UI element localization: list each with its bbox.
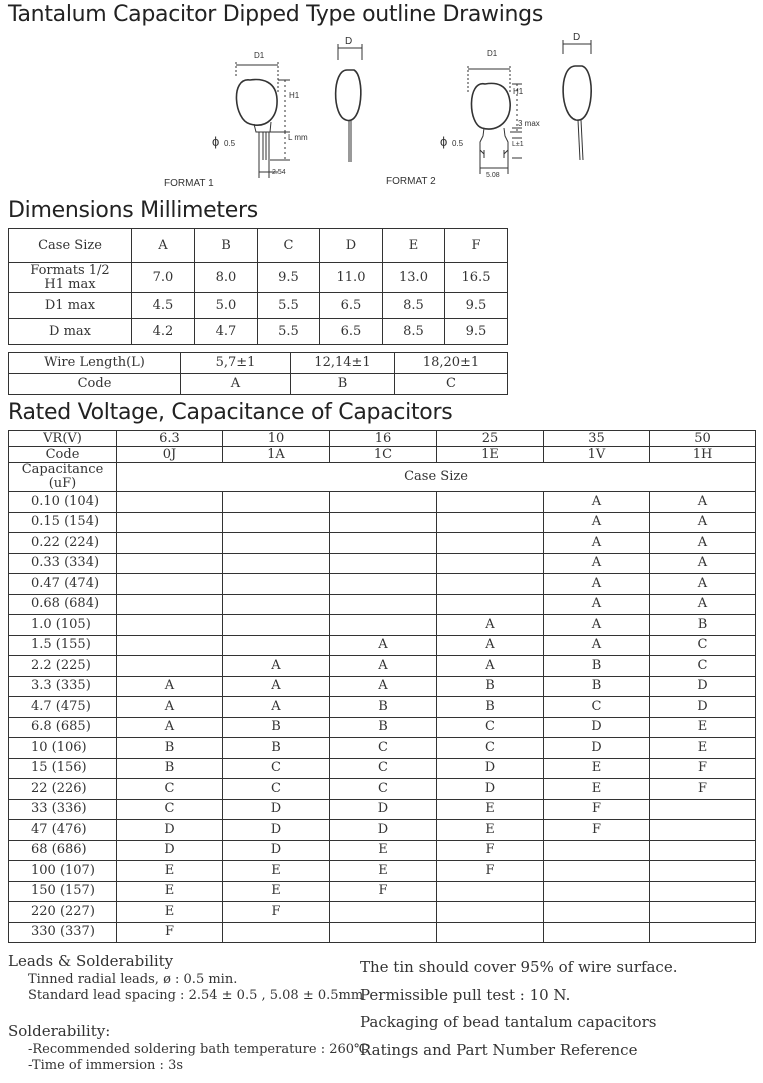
case-size-cell: D bbox=[437, 779, 544, 800]
case-size-cell: D bbox=[650, 697, 756, 718]
format2-l-label: L±1 bbox=[512, 141, 524, 148]
table-row bbox=[9, 738, 756, 759]
table-cell: 6.5 bbox=[320, 319, 383, 345]
format2-phi: ϕ bbox=[440, 134, 448, 149]
case-size-cell: A bbox=[544, 533, 650, 554]
case-size-cell bbox=[223, 553, 330, 574]
case-size-cell bbox=[437, 492, 544, 513]
case-size-cell: A bbox=[437, 656, 544, 677]
case-size-cell bbox=[330, 922, 437, 943]
case-size-cell: C bbox=[650, 635, 756, 656]
case-size-cell: A bbox=[437, 635, 544, 656]
case-size-cell bbox=[117, 512, 223, 533]
case-size-cell bbox=[330, 553, 437, 574]
table-cell: B bbox=[291, 374, 395, 395]
case-size-cell: D bbox=[117, 820, 223, 841]
note-tin-coverage: The tin should cover 95% of wire surface. bbox=[360, 958, 678, 976]
case-size-cell: D bbox=[330, 799, 437, 820]
case-size-cell: C bbox=[117, 779, 223, 800]
outline-drawings bbox=[150, 32, 620, 192]
code-row bbox=[9, 447, 756, 463]
table-row bbox=[9, 374, 508, 395]
case-size-cell: A bbox=[650, 574, 756, 595]
case-size-cell: D bbox=[223, 840, 330, 861]
capacitance-cell: 22 (226) bbox=[9, 779, 117, 800]
case-size-cell bbox=[330, 533, 437, 554]
table-cell: 11.0 bbox=[320, 263, 383, 293]
format1-body bbox=[236, 80, 277, 126]
table-cell: 5.5 bbox=[258, 293, 320, 319]
case-size-cell bbox=[330, 492, 437, 513]
table-row bbox=[9, 553, 756, 574]
case-size-cell: E bbox=[544, 779, 650, 800]
table-cell: A bbox=[181, 374, 291, 395]
case-size-cell bbox=[117, 594, 223, 615]
case-size-cell: C bbox=[650, 656, 756, 677]
wire-length-table bbox=[8, 352, 508, 395]
table-cell: 6.5 bbox=[320, 293, 383, 319]
case-size-cell: B bbox=[117, 758, 223, 779]
voltage-row bbox=[9, 431, 756, 447]
case-size-cell: F bbox=[650, 758, 756, 779]
case-size-cell: B bbox=[223, 738, 330, 759]
case-size-cell: D bbox=[650, 676, 756, 697]
case-size-cell bbox=[223, 574, 330, 595]
case-size-cell: D bbox=[544, 717, 650, 738]
leads-line-2: Standard lead spacing : 2.54 ± 0.5 , 5.08 ± 0.5mm bbox=[28, 988, 364, 1003]
case-size-cell bbox=[117, 615, 223, 636]
format1-d-label: D bbox=[345, 36, 353, 47]
table-cell: 9.5 bbox=[445, 319, 508, 345]
case-size-cell: E bbox=[330, 840, 437, 861]
case-size-cell: A bbox=[437, 615, 544, 636]
format1-side-body bbox=[336, 70, 361, 120]
table-cell: 5,7±1 bbox=[181, 353, 291, 374]
capacitance-label-line: Capacitance bbox=[21, 462, 104, 478]
row-label-line: H1 max bbox=[44, 276, 96, 292]
header-cell: Case Size bbox=[9, 229, 132, 263]
case-size-cell: C bbox=[330, 758, 437, 779]
table-row bbox=[9, 861, 756, 882]
table-row bbox=[9, 676, 756, 697]
case-size-cell: C bbox=[330, 779, 437, 800]
table-cell: 7.0 bbox=[132, 263, 195, 293]
table-row bbox=[9, 717, 756, 738]
dimensions-title: Dimensions Millimeters bbox=[8, 198, 258, 223]
code-cell: 0J bbox=[117, 447, 223, 463]
case-size-cell bbox=[650, 902, 756, 923]
format2-spacing: 5.08 bbox=[486, 172, 500, 179]
capacitance-header-row bbox=[9, 463, 756, 492]
header-cell: F bbox=[445, 229, 508, 263]
capacitance-cell: 0.68 (684) bbox=[9, 594, 117, 615]
case-size-cell: A bbox=[117, 676, 223, 697]
header-cell: A bbox=[132, 229, 195, 263]
case-size-cell: B bbox=[330, 717, 437, 738]
code-cell: 1H bbox=[650, 447, 756, 463]
capacitance-cell: 1.0 (105) bbox=[9, 615, 117, 636]
capacitance-cell: 47 (476) bbox=[9, 820, 117, 841]
case-size-cell bbox=[544, 922, 650, 943]
format1-spacing: 2.54 bbox=[272, 169, 286, 176]
header-cell: C bbox=[258, 229, 320, 263]
voltage-cell: 50 bbox=[650, 431, 756, 447]
table-row bbox=[9, 512, 756, 533]
case-size-cell bbox=[437, 922, 544, 943]
code-label: Code bbox=[9, 447, 117, 463]
capacitance-cell: 0.33 (334) bbox=[9, 553, 117, 574]
capacitance-cell: 1.5 (155) bbox=[9, 635, 117, 656]
case-size-cell: C bbox=[437, 738, 544, 759]
case-size-cell: F bbox=[117, 922, 223, 943]
table-row bbox=[9, 758, 756, 779]
case-size-cell: D bbox=[437, 758, 544, 779]
leads-title: Leads & Solderability bbox=[8, 952, 174, 970]
table-cell: 16.5 bbox=[445, 263, 508, 293]
capacitance-cell: 100 (107) bbox=[9, 861, 117, 882]
format1-l-label: L mm bbox=[288, 133, 308, 142]
header-cell: Wire Length(L) bbox=[9, 353, 181, 374]
format2-h1-label: H1 bbox=[513, 87, 524, 96]
table-row bbox=[9, 881, 756, 902]
note-packaging: Packaging of bead tantalum capacitors bbox=[360, 1013, 657, 1031]
case-size-cell bbox=[223, 922, 330, 943]
capacitance-cell: 150 (157) bbox=[9, 881, 117, 902]
case-size-cell bbox=[544, 902, 650, 923]
case-size-cell bbox=[437, 574, 544, 595]
case-size-cell: E bbox=[437, 799, 544, 820]
voltage-cell: 25 bbox=[437, 431, 544, 447]
capacitance-unit: (uF) bbox=[48, 476, 77, 491]
case-size-cell bbox=[330, 574, 437, 595]
case-size-cell: E bbox=[117, 881, 223, 902]
case-size-cell bbox=[117, 553, 223, 574]
table-row bbox=[9, 656, 756, 677]
case-size-cell bbox=[223, 533, 330, 554]
capacitance-cell: 33 (336) bbox=[9, 799, 117, 820]
voltage-cell: 35 bbox=[544, 431, 650, 447]
case-size-cell: D bbox=[544, 738, 650, 759]
case-size-cell: D bbox=[117, 840, 223, 861]
rated-voltage-table bbox=[8, 430, 756, 943]
solder-line-2: -Time of immersion : 3s bbox=[28, 1058, 184, 1073]
case-size-cell: F bbox=[544, 820, 650, 841]
case-size-cell bbox=[330, 594, 437, 615]
table-cell: 13.0 bbox=[383, 263, 445, 293]
case-size-cell: E bbox=[223, 861, 330, 882]
capacitance-cell: 68 (686) bbox=[9, 840, 117, 861]
format2-kink-label: 3 max bbox=[518, 119, 540, 128]
solder-line-1: -Recommended soldering bath temperature : 260℃ bbox=[28, 1042, 369, 1057]
case-size-cell: A bbox=[544, 594, 650, 615]
case-size-cell: E bbox=[223, 881, 330, 902]
table-cell: 4.2 bbox=[132, 319, 195, 345]
table-cell: 4.5 bbox=[132, 293, 195, 319]
case-size-cell: A bbox=[330, 635, 437, 656]
header-cell: Code bbox=[9, 374, 181, 395]
format1-h1-label: H1 bbox=[289, 91, 300, 100]
table-row bbox=[9, 263, 508, 293]
case-size-cell: A bbox=[544, 615, 650, 636]
case-size-cell bbox=[223, 492, 330, 513]
table-row bbox=[9, 319, 508, 345]
case-size-cell: A bbox=[650, 533, 756, 554]
case-size-cell: F bbox=[544, 799, 650, 820]
case-size-cell: D bbox=[223, 799, 330, 820]
case-size-cell bbox=[117, 635, 223, 656]
voltage-cell: 6.3 bbox=[117, 431, 223, 447]
table-cell: 5.0 bbox=[195, 293, 258, 319]
table-row bbox=[9, 697, 756, 718]
case-size-cell: A bbox=[544, 574, 650, 595]
row-label: D1 max bbox=[9, 293, 132, 319]
case-size-cell: F bbox=[223, 902, 330, 923]
case-size-cell: B bbox=[223, 717, 330, 738]
case-size-cell: D bbox=[223, 820, 330, 841]
case-size-cell bbox=[650, 881, 756, 902]
vr-label: VR(V) bbox=[9, 431, 117, 447]
case-size-cell: B bbox=[117, 738, 223, 759]
case-size-cell: D bbox=[330, 820, 437, 841]
case-size-cell bbox=[437, 902, 544, 923]
capacitance-cell: 0.22 (224) bbox=[9, 533, 117, 554]
header-cell: E bbox=[383, 229, 445, 263]
case-size-cell: A bbox=[330, 676, 437, 697]
case-size-cell: E bbox=[437, 820, 544, 841]
code-cell: 1C bbox=[330, 447, 437, 463]
row-label bbox=[9, 263, 132, 293]
table-row bbox=[9, 492, 756, 513]
case-size-cell: A bbox=[223, 697, 330, 718]
case-size-cell: B bbox=[437, 676, 544, 697]
format2-d-label: D bbox=[573, 32, 581, 43]
case-size-cell bbox=[437, 512, 544, 533]
table-cell: 5.5 bbox=[258, 319, 320, 345]
format1-d1-label: D1 bbox=[254, 51, 265, 60]
capacitance-cell: 2.2 (225) bbox=[9, 656, 117, 677]
table-cell: 12,14±1 bbox=[291, 353, 395, 374]
case-size-cell bbox=[117, 656, 223, 677]
case-size-cell bbox=[117, 574, 223, 595]
case-size-cell bbox=[437, 553, 544, 574]
case-size-cell: A bbox=[117, 717, 223, 738]
table-row bbox=[9, 533, 756, 554]
case-size-cell: C bbox=[330, 738, 437, 759]
case-size-cell: A bbox=[544, 512, 650, 533]
table-row bbox=[9, 779, 756, 800]
case-size-cell: A bbox=[650, 512, 756, 533]
format2-d1-label: D1 bbox=[487, 49, 498, 58]
capacitance-cell: 6.8 (685) bbox=[9, 717, 117, 738]
table-cell: 18,20±1 bbox=[395, 353, 508, 374]
table-row bbox=[9, 594, 756, 615]
table-row bbox=[9, 635, 756, 656]
case-size-cell bbox=[223, 635, 330, 656]
table-row bbox=[9, 353, 508, 374]
table-row bbox=[9, 922, 756, 943]
table-cell: 8.5 bbox=[383, 319, 445, 345]
case-size-cell bbox=[544, 881, 650, 902]
table-cell: C bbox=[395, 374, 508, 395]
case-size-cell bbox=[117, 533, 223, 554]
case-size-cell bbox=[544, 861, 650, 882]
case-size-cell bbox=[223, 594, 330, 615]
outline-drawings-svg bbox=[150, 32, 620, 192]
case-size-cell: A bbox=[330, 656, 437, 677]
solderability-title: Solderability: bbox=[8, 1022, 111, 1040]
case-size-cell: C bbox=[223, 779, 330, 800]
format2-lead-dia: 0.5 bbox=[452, 139, 464, 148]
case-size-cell bbox=[330, 902, 437, 923]
case-size-cell bbox=[437, 881, 544, 902]
capacitance-cell: 0.47 (474) bbox=[9, 574, 117, 595]
page-title: Tantalum Capacitor Dipped Type outline Drawings bbox=[8, 2, 543, 27]
case-size-cell bbox=[650, 861, 756, 882]
case-size-cell: F bbox=[437, 861, 544, 882]
case-size-cell: E bbox=[544, 758, 650, 779]
format2-body bbox=[471, 83, 510, 129]
case-size-cell bbox=[650, 820, 756, 841]
capacitance-cell: 0.15 (154) bbox=[9, 512, 117, 533]
table-cell: 9.5 bbox=[445, 293, 508, 319]
case-size-cell bbox=[437, 533, 544, 554]
note-ratings: Ratings and Part Number Reference bbox=[360, 1041, 638, 1059]
voltage-cell: 16 bbox=[330, 431, 437, 447]
dimensions-header-row bbox=[9, 229, 508, 263]
table-row bbox=[9, 293, 508, 319]
table-row bbox=[9, 902, 756, 923]
format2-side-body bbox=[563, 66, 591, 120]
table-row bbox=[9, 615, 756, 636]
case-size-label: Case Size bbox=[117, 463, 756, 492]
note-pull-test: Permissible pull test : 10 N. bbox=[360, 986, 571, 1004]
dimensions-table bbox=[8, 228, 508, 345]
case-size-cell: C bbox=[223, 758, 330, 779]
case-size-cell: A bbox=[544, 553, 650, 574]
capacitance-cell: 15 (156) bbox=[9, 758, 117, 779]
case-size-cell: B bbox=[544, 676, 650, 697]
table-cell: 8.0 bbox=[195, 263, 258, 293]
header-cell: D bbox=[320, 229, 383, 263]
case-size-cell bbox=[223, 512, 330, 533]
case-size-cell: E bbox=[330, 861, 437, 882]
case-size-cell bbox=[650, 922, 756, 943]
case-size-cell: E bbox=[117, 902, 223, 923]
case-size-cell: C bbox=[544, 697, 650, 718]
case-size-cell: B bbox=[544, 656, 650, 677]
case-size-cell bbox=[223, 615, 330, 636]
header-cell: B bbox=[195, 229, 258, 263]
case-size-cell bbox=[117, 492, 223, 513]
table-row bbox=[9, 799, 756, 820]
row-label: D max bbox=[9, 319, 132, 345]
table-row bbox=[9, 574, 756, 595]
table-row bbox=[9, 840, 756, 861]
case-size-cell bbox=[330, 615, 437, 636]
capacitance-cell: 4.7 (475) bbox=[9, 697, 117, 718]
case-size-cell: E bbox=[650, 738, 756, 759]
case-size-cell bbox=[650, 840, 756, 861]
format2-label: FORMAT 2 bbox=[386, 176, 436, 187]
capacitance-cell: 330 (337) bbox=[9, 922, 117, 943]
case-size-cell: C bbox=[437, 717, 544, 738]
row-label-line: Formats 1/2 bbox=[30, 262, 110, 278]
case-size-cell bbox=[544, 840, 650, 861]
format1-label: FORMAT 1 bbox=[164, 178, 214, 189]
case-size-cell: A bbox=[117, 697, 223, 718]
case-size-cell: A bbox=[650, 492, 756, 513]
case-size-cell: B bbox=[650, 615, 756, 636]
case-size-cell: A bbox=[544, 635, 650, 656]
capacitance-cell: 220 (227) bbox=[9, 902, 117, 923]
table-cell: 9.5 bbox=[258, 263, 320, 293]
case-size-cell: C bbox=[117, 799, 223, 820]
format1-lead-dia: 0.5 bbox=[224, 139, 236, 148]
case-size-cell: F bbox=[330, 881, 437, 902]
case-size-cell bbox=[437, 594, 544, 615]
capacitance-cell: 3.3 (335) bbox=[9, 676, 117, 697]
case-size-cell: E bbox=[650, 717, 756, 738]
table-cell: 4.7 bbox=[195, 319, 258, 345]
case-size-cell: E bbox=[117, 861, 223, 882]
voltage-cell: 10 bbox=[223, 431, 330, 447]
case-size-cell: A bbox=[650, 553, 756, 574]
case-size-cell: F bbox=[650, 779, 756, 800]
table-cell: 8.5 bbox=[383, 293, 445, 319]
rated-title: Rated Voltage, Capacitance of Capacitors bbox=[8, 400, 453, 425]
case-size-cell: A bbox=[223, 656, 330, 677]
code-cell: 1V bbox=[544, 447, 650, 463]
table-row bbox=[9, 820, 756, 841]
case-size-cell: B bbox=[330, 697, 437, 718]
leads-line-1: Tinned radial leads, ø : 0.5 min. bbox=[28, 972, 238, 987]
capacitance-cell: 0.10 (104) bbox=[9, 492, 117, 513]
case-size-cell bbox=[650, 799, 756, 820]
capacitance-cell: 10 (106) bbox=[9, 738, 117, 759]
case-size-cell: B bbox=[437, 697, 544, 718]
case-size-cell: A bbox=[544, 492, 650, 513]
case-size-cell bbox=[330, 512, 437, 533]
case-size-cell: F bbox=[437, 840, 544, 861]
case-size-cell: A bbox=[223, 676, 330, 697]
capacitance-label bbox=[9, 463, 117, 492]
case-size-cell: A bbox=[650, 594, 756, 615]
code-cell: 1E bbox=[437, 447, 544, 463]
format1-phi: ϕ bbox=[212, 134, 220, 149]
code-cell: 1A bbox=[223, 447, 330, 463]
